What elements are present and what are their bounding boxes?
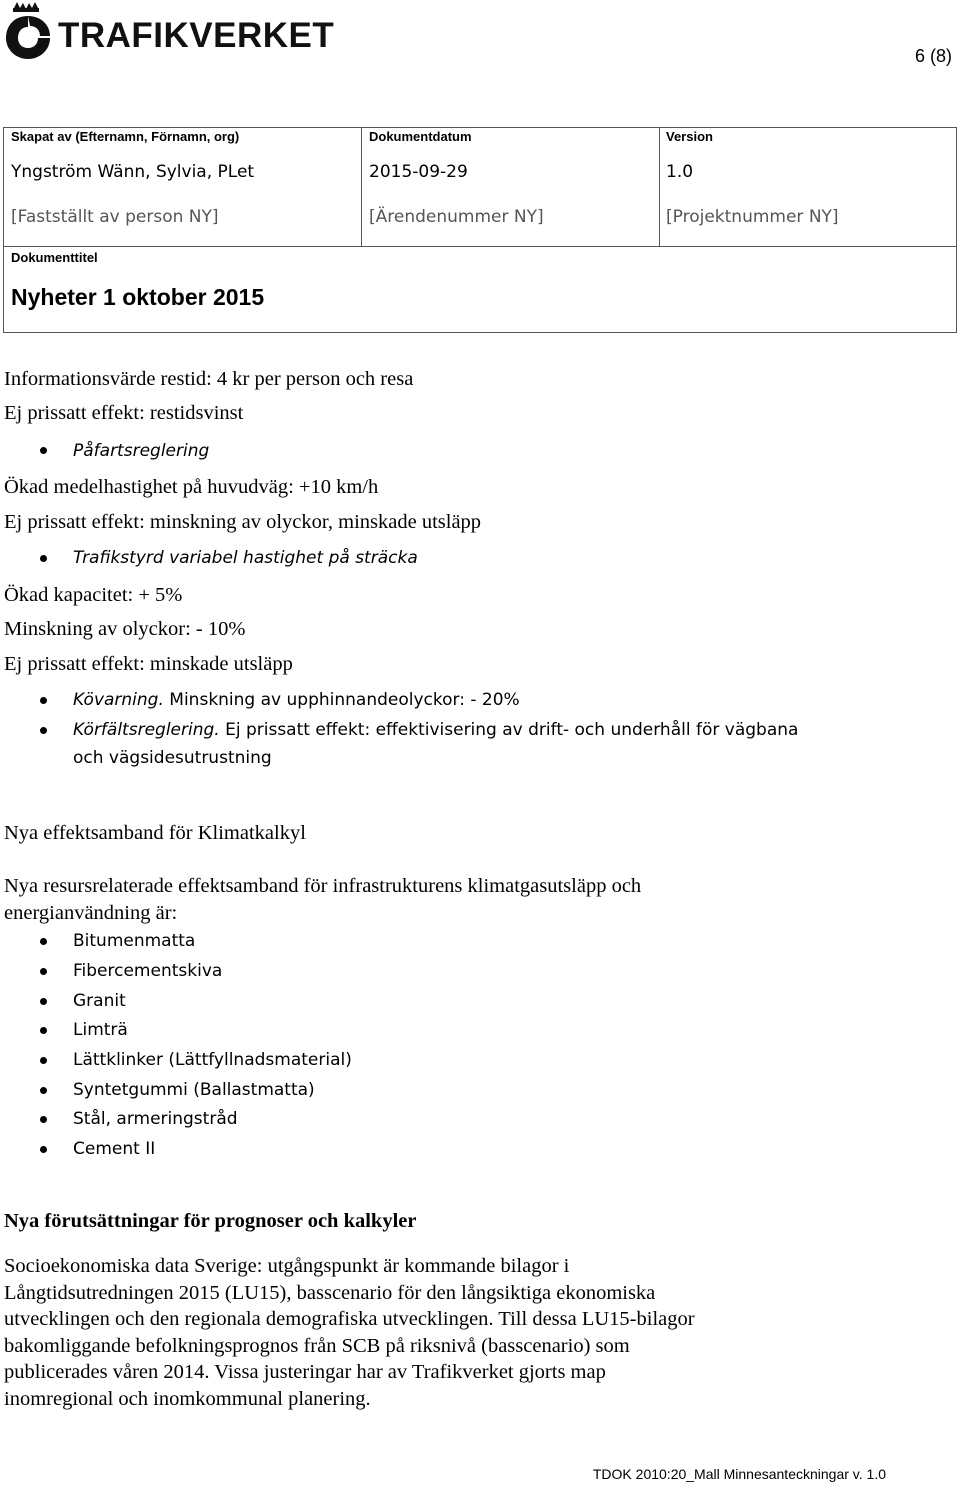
doc-title-label: Dokumenttitel [11, 250, 98, 265]
list-item: Limträ [73, 1020, 128, 1040]
bullet-icon [40, 968, 47, 975]
list-item: Lättklinker (Lättfyllnadsmaterial) [73, 1050, 352, 1070]
text-line: inomregional och inomkommunal planering. [4, 1388, 371, 1410]
bullet-icon [40, 555, 47, 562]
version-value: 1.0 [666, 162, 694, 182]
text-line: Minskning av olyckor: - 10% [4, 618, 246, 640]
list-item-continuation: och vägsidesutrustning [73, 748, 272, 768]
brand-name: TRAFIKVERKET [58, 16, 335, 55]
list-item [73, 688, 520, 712]
created-by-label: Skapat av (Efternamn, Förnamn, org) [11, 129, 240, 144]
list-item: Påfartsreglering [73, 441, 210, 461]
divider [659, 128, 660, 246]
section-heading: Nya förutsättningar för prognoser och kalkyler [4, 1210, 417, 1232]
text-line: Nya resursrelaterade effektsamband för infrastrukturens klimatgasutsläpp och [4, 875, 642, 897]
date-label: Dokumentdatum [369, 129, 472, 144]
text-line: Ej prissatt effekt: minskning av olyckor, minskade utsläpp [4, 511, 482, 533]
text-line: Socioekonomiska data Sverige: utgångspunkt är kommande bilagor i [4, 1255, 570, 1277]
date-value: 2015-09-29 [369, 162, 468, 182]
list-item: Cement II [73, 1139, 156, 1159]
bullet-icon [40, 1146, 47, 1153]
text-line: energianvändning är: [4, 902, 178, 924]
list-item: Granit [73, 991, 126, 1011]
divider [4, 246, 956, 247]
text-line: Informationsvärde restid: 4 kr per person och resa [4, 368, 414, 390]
bullet-icon [40, 727, 47, 734]
divider [361, 128, 362, 246]
list-item-lead: Kövarning. [73, 690, 164, 710]
list-item: Bitumenmatta [73, 931, 196, 951]
approved-by-field: [Fastställt av person NY] [11, 207, 219, 227]
bullet-icon [40, 1116, 47, 1123]
text-line: utvecklingen och den regionala demografiska utvecklingen. Till dessa LU15-bilagor [4, 1308, 695, 1330]
bullet-icon [40, 1057, 47, 1064]
text-line: Ej prissatt effekt: minskade utsläpp [4, 653, 293, 675]
text-line: Ej prissatt effekt: restidsvinst [4, 402, 244, 424]
bullet-icon [40, 938, 47, 945]
bullet-icon [40, 1027, 47, 1034]
bullet-icon [40, 1087, 47, 1094]
page-number: 6 (8) [914, 46, 952, 66]
doc-title-value: Nyheter 1 oktober 2015 [11, 284, 265, 310]
bullet-icon [40, 697, 47, 704]
list-item-text: Minskning av upphinnandeolyckor: - 20% [163, 690, 520, 710]
list-item: Trafikstyrd variabel hastighet på sträcka [73, 548, 418, 568]
bullet-icon [40, 447, 47, 454]
crown-emblem-icon [0, 2, 56, 62]
document-info-box [3, 127, 957, 333]
list-item: Fibercementskiva [73, 961, 223, 981]
text-line: Långtidsutredningen 2015 (LU15), basscenario för den långsiktiga ekonomiska [4, 1282, 656, 1304]
text-line: bakomliggande befolkningsprognos från SCB på riksnivå (basscenario) som [4, 1335, 630, 1357]
bullet-icon [40, 998, 47, 1005]
text-line: publicerades våren 2014. Vissa justeringar har av Trafikverket gjorts map [4, 1361, 606, 1383]
text-line: Ökad kapacitet: + 5% [4, 584, 183, 606]
version-label: Version [666, 129, 713, 144]
list-item: Stål, armeringstråd [73, 1109, 238, 1129]
list-item: Syntetgummi (Ballastmatta) [73, 1080, 315, 1100]
footer-template-id: TDOK 2010:20_Mall Minnesanteckningar v. 1.0 [592, 1466, 886, 1482]
project-number-field: [Projektnummer NY] [666, 207, 839, 227]
list-item-text: Ej prissatt effekt: effektivisering av drift- och underhåll för vägbana [219, 720, 799, 740]
text-line: Ökad medelhastighet på huvudväg: +10 km/h [4, 476, 379, 498]
list-item-lead: Körfältsreglering. [73, 720, 220, 740]
list-item [73, 718, 798, 742]
created-by-value: Yngström Wänn, Sylvia, PLet [11, 162, 255, 182]
case-number-field: [Ärendenummer NY] [369, 207, 544, 227]
section-heading: Nya effektsamband för Klimatkalkyl [4, 822, 306, 844]
